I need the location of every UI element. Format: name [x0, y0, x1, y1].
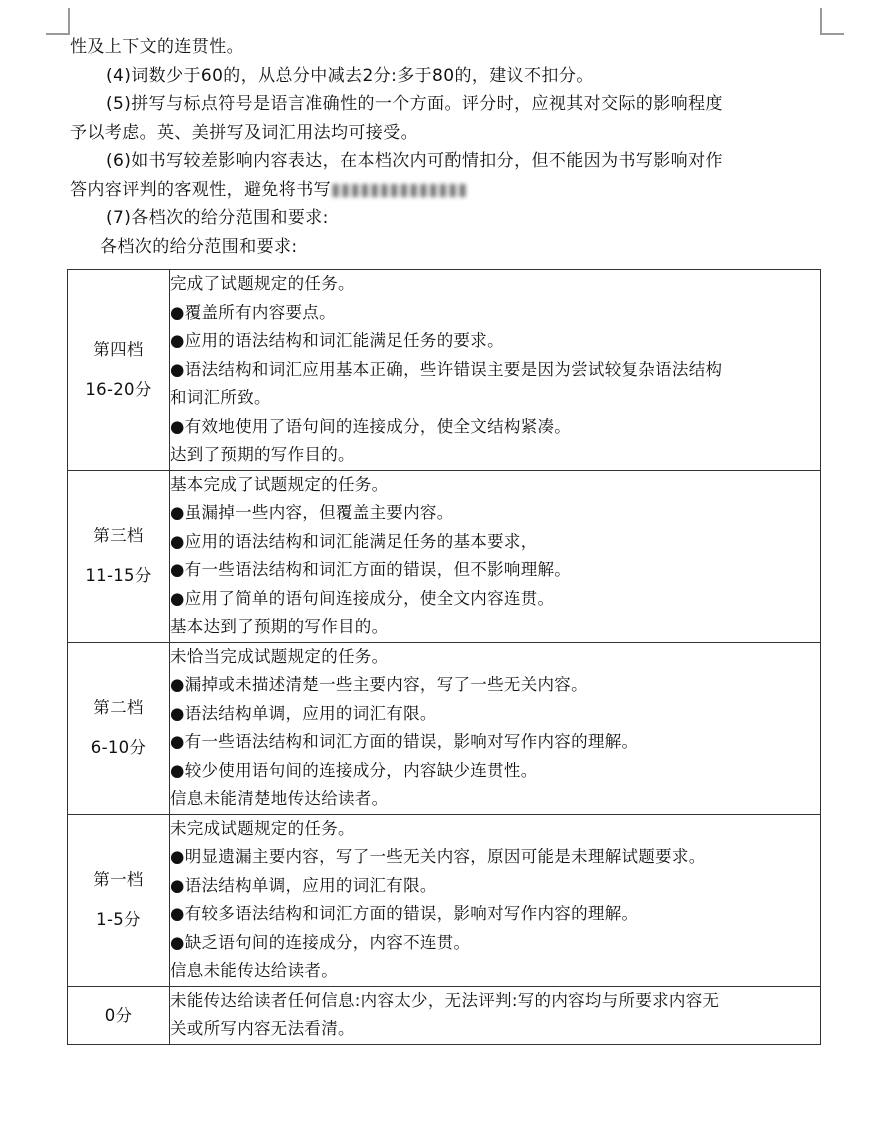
grade-score-range: 1-5分 [96, 910, 141, 929]
rule-item-6-line-1: (6)如书写较差影响内容表达，在本档次内可酌情扣分，但不能因为书写影响对作 [106, 151, 723, 171]
grade-criterion-line: 完成了试题规定的任务。 [170, 274, 355, 293]
grade-criterion-line: 基本完成了试题规定的任务。 [170, 474, 389, 494]
grade-criterion-line: ●缺乏语句间的连接成分，内容不连贯。 [170, 932, 471, 952]
grade-criterion-line: ●有一些语法结构和词汇方面的错误，影响对写作内容的理解。 [170, 732, 639, 751]
grade-criterion-line: ●应用的语法结构和词汇能满足任务的要求。 [170, 331, 504, 350]
grade-criterion-line: ●语法结构单调，应用的词汇有限。 [170, 875, 437, 895]
grade-criterion-line: 信息未能清楚地传达给读者。 [170, 789, 389, 808]
grade-row [68, 470, 821, 642]
grade-criterion-line: ●应用的语法结构和词汇能满足任务的基本要求， [170, 531, 538, 551]
grading-subheading: 各档次的给分范围和要求: [100, 236, 298, 257]
grade-criterion-line: 未恰当完成试题规定的任务。 [170, 646, 389, 666]
grade-description-cell [170, 270, 821, 471]
grade-criterion-line: ●虽漏掉一些内容，但覆盖主要内容。 [170, 503, 454, 522]
grade-criterion-line: 关或所写内容无法看清。 [170, 1019, 355, 1038]
page-corner-mark-left-h [46, 33, 70, 35]
grade-level-name: 第四档 [93, 339, 144, 359]
intro-line-continuation: 性及上下文的连贯性。 [70, 37, 244, 57]
grade-criterion-line: ●明显遗漏主要内容，写了一些无关内容，原因可能是未理解试题要求。 [170, 847, 706, 866]
grade-criterion-line: ●覆盖所有内容要点。 [170, 302, 336, 322]
grade-level-name: 第三档 [93, 526, 144, 545]
grade-criterion-line: ●有一些语法结构和词汇方面的错误，但不影响理解。 [170, 560, 572, 579]
blurred-text: ▮▮▮▮▮▮▮▮▮▮▮▮▮▮ [331, 179, 468, 200]
grade-criterion-line: ●漏掉或未描述清楚一些主要内容，写了一些无关内容。 [170, 675, 588, 694]
grade-criterion-line: 未能传达给读者任何信息:内容太少，无法评判:写的内容均与所要求内容无 [170, 990, 720, 1010]
grade-criterion-line: ●语法结构单调，应用的词汇有限。 [170, 703, 437, 723]
grade-row [68, 642, 821, 814]
grade-criterion-line: ●语法结构和词汇应用基本正确，些许错误主要是因为尝试较复杂语法结构 [170, 359, 723, 379]
grade-level-cell [68, 814, 170, 986]
rule-item-5-line-1: (5)拼写与标点符号是语言准确性的一个方面。评分时，应视其对交际的影响程度 [106, 94, 723, 114]
grade-row [68, 270, 821, 471]
grade-criterion-line: 达到了预期的写作目的。 [170, 445, 355, 464]
rule-item-6-line-2 [70, 176, 828, 205]
page-corner-mark-right [820, 8, 822, 34]
intro-text [70, 33, 828, 261]
grade-level-cell [68, 642, 170, 814]
grade-level-name: 第一档 [93, 870, 144, 889]
grade-level-cell [68, 986, 170, 1044]
grade-description-cell [170, 986, 821, 1044]
rule-item-4: (4)词数少于60的，从总分中减去2分:多于80的，建议不扣分。 [106, 65, 594, 86]
grade-criterion-line: 和词汇所致。 [170, 388, 271, 407]
grade-description-cell [170, 814, 821, 986]
grade-score-range: 11-15分 [85, 566, 152, 585]
grade-description-cell [170, 470, 821, 642]
page-corner-mark-left [68, 8, 70, 34]
grade-criterion-line: 未完成试题规定的任务。 [170, 818, 355, 838]
grade-criterion-line: ●有效地使用了语句间的连接成分，使全文结构紧凑。 [170, 416, 572, 436]
rule-item-7: (7)各档次的给分范围和要求: [106, 208, 329, 228]
grade-criterion-line: ●应用了简单的语句间连接成分，使全文内容连贯。 [170, 588, 555, 608]
grading-table [67, 269, 821, 1045]
grade-criterion-line: 基本达到了预期的写作目的。 [170, 617, 389, 636]
grade-criterion-line: 信息未能传达给读者。 [170, 961, 338, 980]
grade-score-range: 6-10分 [90, 738, 147, 757]
grade-level-name: 0分 [104, 1005, 133, 1025]
grade-row [68, 986, 821, 1044]
rule-item-6-text: 答内容评判的客观性，避免将书写 [70, 179, 331, 200]
grade-row [68, 814, 821, 986]
grade-description-cell [170, 642, 821, 814]
grade-level-cell [68, 470, 170, 642]
grade-level-name: 第二档 [93, 698, 144, 717]
rule-item-5-line-2: 予以考虑。英、美拼写及词汇用法均可接受。 [70, 122, 418, 143]
grade-criterion-line: ●较少使用语句间的连接成分，内容缺少连贯性。 [170, 760, 538, 780]
grade-score-range: 16-20分 [85, 379, 152, 399]
grade-criterion-line: ●有较多语法结构和词汇方面的错误，影响对写作内容的理解。 [170, 904, 639, 923]
grade-level-cell [68, 270, 170, 471]
